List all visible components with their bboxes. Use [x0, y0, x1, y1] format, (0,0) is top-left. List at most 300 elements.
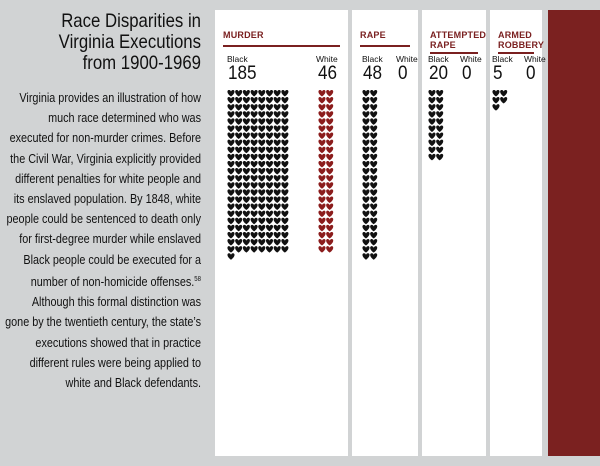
- black-execution-mark: [428, 154, 435, 160]
- white-execution-mark: [318, 90, 325, 96]
- black-execution-mark: [243, 154, 250, 160]
- black-execution-mark: [281, 204, 288, 210]
- black-execution-mark: [362, 232, 369, 238]
- series-label-white: White: [316, 54, 338, 64]
- white-execution-mark: [326, 154, 333, 160]
- black-execution-mark: [227, 133, 234, 139]
- black-execution-mark: [258, 204, 265, 210]
- white-execution-mark: [318, 204, 325, 210]
- black-execution-mark: [281, 104, 288, 110]
- white-execution-mark: [326, 90, 333, 96]
- black-execution-mark: [235, 211, 242, 217]
- white-execution-mark: [326, 246, 333, 252]
- black-execution-mark: [428, 97, 435, 103]
- black-execution-mark: [362, 97, 369, 103]
- value-black: 48: [363, 63, 383, 84]
- black-execution-mark: [428, 111, 435, 117]
- black-execution-mark: [362, 154, 369, 160]
- black-execution-mark: [274, 182, 281, 188]
- white-execution-mark: [318, 111, 325, 117]
- black-execution-mark: [251, 196, 258, 202]
- black-execution-mark: [235, 140, 242, 146]
- black-execution-mark: [274, 246, 281, 252]
- black-execution-mark: [243, 232, 250, 238]
- black-execution-mark: [235, 175, 242, 181]
- black-execution-mark: [274, 232, 281, 238]
- series-label-black: Black: [362, 54, 383, 64]
- black-execution-mark: [281, 97, 288, 103]
- black-execution-mark: [235, 111, 242, 117]
- body-paragraph: Virginia provides an illustration of how much race determined who was executed for non-murder crimes. Before the Civil War, Virginia explicitly provided different penalties for white people and its enslaved population. By 1848, white people could be sentenced to death only for first-degree murder while enslaved Black people could be executed for a number of non-homicide offenses.: [6, 91, 202, 290]
- black-execution-mark: [362, 125, 369, 131]
- white-execution-mark: [326, 133, 333, 139]
- black-execution-mark: [274, 154, 281, 160]
- category-label: ATTEMPTED RAPE: [430, 30, 487, 50]
- black-execution-mark: [362, 168, 369, 174]
- white-execution-mark: [326, 196, 333, 202]
- black-execution-mark: [274, 140, 281, 146]
- black-execution-mark: [266, 168, 273, 174]
- black-execution-mark: [362, 133, 369, 139]
- black-execution-mark: [251, 97, 258, 103]
- black-execution-mark: [281, 182, 288, 188]
- black-execution-mark: [281, 161, 288, 167]
- black-execution-mark: [227, 90, 234, 96]
- black-execution-mark: [428, 133, 435, 139]
- black-execution-mark: [235, 246, 242, 252]
- white-execution-mark: [326, 204, 333, 210]
- black-execution-mark: [251, 140, 258, 146]
- black-execution-mark: [281, 246, 288, 252]
- black-execution-mark: [227, 211, 234, 217]
- black-execution-mark: [243, 218, 250, 224]
- black-execution-mark: [266, 161, 273, 167]
- value-white: 0: [462, 63, 472, 84]
- white-execution-mark: [326, 225, 333, 231]
- series-label-white: White: [396, 54, 418, 64]
- black-execution-mark: [362, 218, 369, 224]
- black-execution-mark: [266, 140, 273, 146]
- black-execution-mark: [370, 118, 377, 124]
- black-execution-mark: [227, 97, 234, 103]
- black-execution-mark: [370, 168, 377, 174]
- black-execution-mark: [227, 196, 234, 202]
- black-execution-mark: [235, 225, 242, 231]
- black-execution-mark: [227, 253, 234, 259]
- black-execution-mark: [243, 90, 250, 96]
- black-execution-mark: [258, 154, 265, 160]
- black-execution-mark: [258, 118, 265, 124]
- black-execution-mark: [266, 175, 273, 181]
- black-execution-mark: [436, 133, 443, 139]
- black-execution-mark: [251, 125, 258, 131]
- black-execution-mark: [227, 104, 234, 110]
- black-execution-mark: [281, 168, 288, 174]
- white-execution-mark: [318, 225, 325, 231]
- black-execution-mark: [436, 154, 443, 160]
- black-execution-mark: [370, 189, 377, 195]
- black-execution-mark: [258, 111, 265, 117]
- value-black: 5: [493, 63, 503, 84]
- black-execution-mark: [281, 90, 288, 96]
- black-execution-mark: [370, 154, 377, 160]
- black-execution-mark: [227, 225, 234, 231]
- black-execution-mark: [281, 232, 288, 238]
- black-execution-mark: [274, 175, 281, 181]
- black-execution-mark: [243, 211, 250, 217]
- black-execution-mark: [362, 189, 369, 195]
- black-execution-mark: [235, 154, 242, 160]
- white-execution-mark: [318, 118, 325, 124]
- white-execution-mark: [318, 133, 325, 139]
- black-execution-mark: [281, 218, 288, 224]
- black-execution-mark: [235, 239, 242, 245]
- black-execution-mark: [258, 196, 265, 202]
- white-execution-mark: [318, 232, 325, 238]
- value-white: 0: [398, 63, 408, 84]
- black-execution-mark: [258, 147, 265, 153]
- black-execution-mark: [436, 104, 443, 110]
- black-execution-mark: [258, 218, 265, 224]
- series-label-black: Black: [492, 54, 513, 64]
- black-execution-mark: [362, 147, 369, 153]
- black-execution-mark: [500, 90, 507, 96]
- black-execution-mark: [251, 168, 258, 174]
- white-execution-mark: [318, 104, 325, 110]
- black-execution-mark: [251, 161, 258, 167]
- black-execution-mark: [370, 133, 377, 139]
- black-execution-mark: [251, 239, 258, 245]
- black-execution-mark: [266, 204, 273, 210]
- black-execution-mark: [428, 104, 435, 110]
- black-execution-mark: [243, 175, 250, 181]
- black-execution-mark: [266, 125, 273, 131]
- footnote-marker: 58: [194, 275, 201, 283]
- black-execution-mark: [266, 90, 273, 96]
- black-execution-mark: [243, 246, 250, 252]
- white-execution-mark: [326, 140, 333, 146]
- black-execution-mark: [436, 90, 443, 96]
- black-execution-mark: [274, 225, 281, 231]
- black-execution-mark: [266, 196, 273, 202]
- black-execution-mark: [281, 133, 288, 139]
- black-execution-mark: [258, 225, 265, 231]
- black-execution-mark: [235, 189, 242, 195]
- white-execution-mark: [326, 97, 333, 103]
- white-execution-mark: [318, 246, 325, 252]
- black-execution-mark: [227, 175, 234, 181]
- white-execution-mark: [318, 196, 325, 202]
- black-execution-mark: [281, 189, 288, 195]
- black-execution-mark: [281, 111, 288, 117]
- black-execution-mark: [274, 111, 281, 117]
- black-execution-mark: [235, 182, 242, 188]
- series-label-white: White: [460, 54, 482, 64]
- black-execution-mark: [243, 196, 250, 202]
- black-execution-mark: [436, 140, 443, 146]
- black-execution-mark: [281, 140, 288, 146]
- black-execution-mark: [370, 104, 377, 110]
- value-black: 185: [228, 63, 257, 84]
- black-execution-mark: [235, 118, 242, 124]
- black-execution-mark: [274, 204, 281, 210]
- black-execution-mark: [258, 97, 265, 103]
- black-execution-mark: [370, 140, 377, 146]
- black-execution-mark: [370, 182, 377, 188]
- black-execution-mark: [243, 133, 250, 139]
- black-execution-mark: [243, 147, 250, 153]
- black-execution-mark: [227, 140, 234, 146]
- black-execution-mark: [428, 147, 435, 153]
- black-execution-mark: [251, 118, 258, 124]
- black-execution-mark: [492, 104, 499, 110]
- black-execution-mark: [227, 161, 234, 167]
- black-execution-mark: [274, 218, 281, 224]
- black-execution-mark: [258, 182, 265, 188]
- black-execution-mark: [258, 104, 265, 110]
- black-execution-mark: [235, 161, 242, 167]
- black-execution-mark: [266, 232, 273, 238]
- white-execution-mark: [326, 125, 333, 131]
- black-execution-mark: [235, 104, 242, 110]
- black-execution-mark: [274, 90, 281, 96]
- value-black: 20: [429, 63, 449, 84]
- black-execution-mark: [281, 239, 288, 245]
- black-execution-mark: [258, 239, 265, 245]
- black-execution-mark: [370, 161, 377, 167]
- black-execution-mark: [436, 97, 443, 103]
- black-execution-mark: [281, 211, 288, 217]
- series-label-black: Black: [428, 54, 449, 64]
- black-execution-mark: [243, 104, 250, 110]
- black-execution-mark: [274, 161, 281, 167]
- black-execution-mark: [492, 90, 499, 96]
- black-execution-mark: [251, 111, 258, 117]
- black-execution-mark: [235, 232, 242, 238]
- page-title: Race Disparities in Virginia Executions from 1900-1969: [58, 10, 201, 74]
- black-execution-mark: [370, 125, 377, 131]
- white-execution-mark: [318, 175, 325, 181]
- category-label: ARMED ROBBERY: [498, 30, 545, 50]
- black-execution-mark: [362, 253, 369, 259]
- black-execution-mark: [258, 140, 265, 146]
- black-execution-mark: [243, 239, 250, 245]
- black-execution-mark: [251, 211, 258, 217]
- series-label-white: White: [524, 54, 546, 64]
- black-execution-mark: [362, 118, 369, 124]
- black-execution-mark: [274, 168, 281, 174]
- black-execution-mark: [281, 154, 288, 160]
- black-execution-mark: [235, 147, 242, 153]
- black-execution-mark: [362, 104, 369, 110]
- white-execution-mark: [326, 189, 333, 195]
- black-execution-mark: [266, 246, 273, 252]
- black-execution-mark: [274, 189, 281, 195]
- black-execution-mark: [266, 111, 273, 117]
- black-execution-mark: [362, 225, 369, 231]
- black-execution-mark: [227, 118, 234, 124]
- black-execution-mark: [251, 189, 258, 195]
- black-execution-mark: [227, 147, 234, 153]
- black-execution-mark: [235, 97, 242, 103]
- black-execution-mark: [227, 182, 234, 188]
- white-execution-mark: [326, 239, 333, 245]
- black-execution-mark: [274, 147, 281, 153]
- black-execution-mark: [274, 104, 281, 110]
- black-execution-mark: [436, 118, 443, 124]
- black-execution-mark: [227, 204, 234, 210]
- black-execution-mark: [258, 175, 265, 181]
- black-execution-mark: [500, 97, 507, 103]
- white-execution-mark: [318, 125, 325, 131]
- black-execution-mark: [243, 182, 250, 188]
- black-execution-mark: [274, 118, 281, 124]
- black-execution-mark: [274, 239, 281, 245]
- white-execution-mark: [326, 118, 333, 124]
- white-execution-mark: [326, 147, 333, 153]
- value-white: 46: [318, 63, 338, 84]
- black-execution-mark: [251, 246, 258, 252]
- black-execution-mark: [243, 204, 250, 210]
- black-execution-mark: [266, 225, 273, 231]
- black-execution-mark: [227, 218, 234, 224]
- white-execution-mark: [326, 104, 333, 110]
- black-execution-mark: [370, 147, 377, 153]
- black-execution-mark: [227, 168, 234, 174]
- black-execution-mark: [251, 182, 258, 188]
- black-execution-mark: [362, 196, 369, 202]
- black-execution-mark: [235, 125, 242, 131]
- black-execution-mark: [362, 246, 369, 252]
- black-execution-mark: [235, 196, 242, 202]
- black-execution-mark: [227, 125, 234, 131]
- black-execution-mark: [362, 140, 369, 146]
- black-execution-mark: [266, 182, 273, 188]
- black-execution-mark: [370, 204, 377, 210]
- black-execution-mark: [428, 118, 435, 124]
- black-execution-mark: [258, 90, 265, 96]
- black-execution-mark: [266, 147, 273, 153]
- black-execution-mark: [251, 104, 258, 110]
- black-execution-mark: [243, 189, 250, 195]
- black-execution-mark: [251, 154, 258, 160]
- black-execution-mark: [258, 189, 265, 195]
- black-execution-mark: [266, 218, 273, 224]
- black-execution-mark: [362, 211, 369, 217]
- black-execution-mark: [370, 253, 377, 259]
- black-execution-mark: [258, 211, 265, 217]
- black-execution-mark: [266, 97, 273, 103]
- black-execution-mark: [266, 239, 273, 245]
- black-execution-mark: [362, 175, 369, 181]
- black-execution-mark: [243, 225, 250, 231]
- black-execution-mark: [362, 182, 369, 188]
- white-execution-mark: [318, 168, 325, 174]
- series-label-black: Black: [227, 54, 248, 64]
- black-execution-mark: [258, 133, 265, 139]
- black-execution-mark: [266, 211, 273, 217]
- black-execution-mark: [243, 111, 250, 117]
- white-execution-mark: [318, 211, 325, 217]
- black-execution-mark: [362, 111, 369, 117]
- black-execution-mark: [370, 239, 377, 245]
- black-execution-mark: [258, 161, 265, 167]
- black-execution-mark: [370, 196, 377, 202]
- black-execution-mark: [251, 232, 258, 238]
- black-execution-mark: [281, 147, 288, 153]
- black-execution-mark: [235, 218, 242, 224]
- black-execution-mark: [251, 225, 258, 231]
- black-execution-mark: [274, 97, 281, 103]
- black-execution-mark: [436, 125, 443, 131]
- white-execution-mark: [318, 154, 325, 160]
- body-paragraph-continued: Although this formal distinction was gone by the twentieth century, the state’s executions showed that in practice different rules were being applied to white and Black defendants.: [5, 295, 202, 391]
- black-execution-mark: [281, 225, 288, 231]
- white-execution-mark: [326, 168, 333, 174]
- white-execution-mark: [318, 140, 325, 146]
- white-execution-mark: [326, 218, 333, 224]
- black-execution-mark: [243, 168, 250, 174]
- black-execution-mark: [266, 154, 273, 160]
- black-execution-mark: [274, 196, 281, 202]
- white-execution-mark: [318, 218, 325, 224]
- black-execution-mark: [370, 175, 377, 181]
- white-execution-mark: [318, 182, 325, 188]
- value-white: 0: [526, 63, 536, 84]
- white-execution-mark: [326, 232, 333, 238]
- black-execution-mark: [370, 246, 377, 252]
- black-execution-mark: [370, 225, 377, 231]
- black-execution-mark: [362, 161, 369, 167]
- white-execution-mark: [326, 175, 333, 181]
- black-execution-mark: [266, 133, 273, 139]
- black-execution-mark: [281, 118, 288, 124]
- black-execution-mark: [251, 204, 258, 210]
- black-execution-mark: [281, 196, 288, 202]
- black-execution-mark: [251, 218, 258, 224]
- black-execution-mark: [266, 118, 273, 124]
- black-execution-mark: [251, 90, 258, 96]
- black-execution-mark: [258, 125, 265, 131]
- black-execution-mark: [266, 189, 273, 195]
- white-execution-mark: [326, 211, 333, 217]
- black-execution-mark: [243, 97, 250, 103]
- black-execution-mark: [235, 133, 242, 139]
- black-execution-mark: [251, 147, 258, 153]
- black-execution-mark: [243, 125, 250, 131]
- black-execution-mark: [227, 232, 234, 238]
- black-execution-mark: [370, 218, 377, 224]
- black-execution-mark: [235, 168, 242, 174]
- black-execution-mark: [227, 189, 234, 195]
- black-execution-mark: [235, 204, 242, 210]
- black-execution-mark: [492, 97, 499, 103]
- black-execution-mark: [258, 232, 265, 238]
- black-execution-mark: [243, 140, 250, 146]
- black-execution-mark: [428, 125, 435, 131]
- black-execution-mark: [266, 104, 273, 110]
- black-execution-mark: [227, 154, 234, 160]
- black-execution-mark: [362, 204, 369, 210]
- black-execution-mark: [370, 232, 377, 238]
- category-label: MURDER: [223, 30, 264, 40]
- black-execution-mark: [362, 239, 369, 245]
- white-execution-mark: [326, 111, 333, 117]
- white-execution-mark: [318, 147, 325, 153]
- white-execution-mark: [318, 97, 325, 103]
- black-execution-mark: [251, 175, 258, 181]
- black-execution-mark: [243, 161, 250, 167]
